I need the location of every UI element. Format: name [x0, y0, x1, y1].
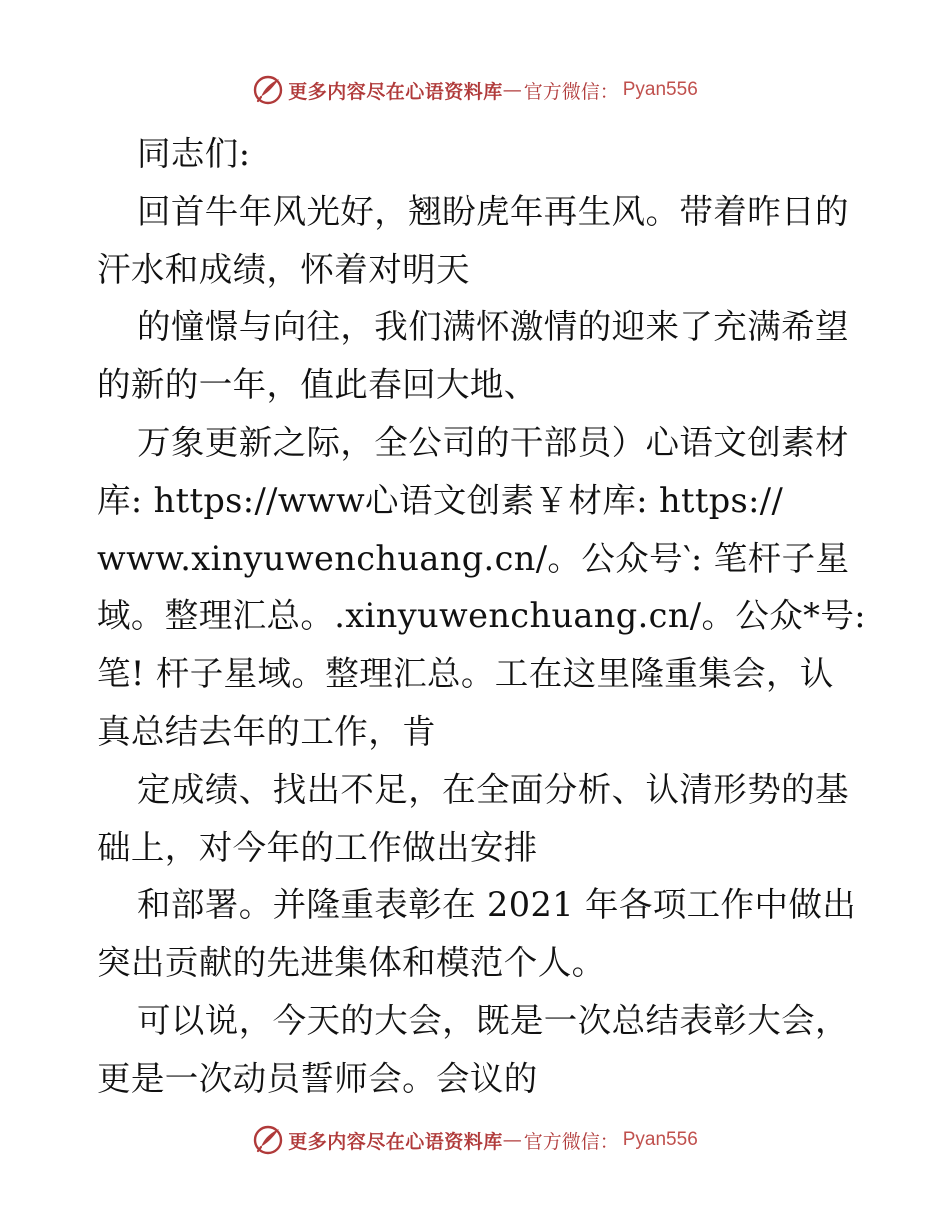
watermark-brand: 更多内容尽在心语资料库 — [288, 80, 503, 103]
text-line: www.xinyuwenchuang.cn/。公众号‵: 笔杆子星 — [97, 538, 850, 578]
quill-logo-icon — [252, 74, 284, 106]
text-line: 的新的一年，值此春回大地、 — [97, 365, 538, 405]
quill-logo-icon — [252, 1124, 284, 1156]
text-line: 万象更新之际，全公司的干部员）心语文创素材 — [137, 422, 849, 462]
document-body — [97, 125, 866, 1108]
text-line: 笔! 杆子星域。整理汇总。工在这里隆重集会，认 — [97, 654, 834, 694]
text-line: 真总结去年的工作，肯 — [97, 711, 436, 751]
text-line: 突出贡献的先进集体和模范个人。 — [97, 943, 606, 983]
text-line: 定成绩、找出不足，在全面分析、认清形势的基 — [137, 769, 849, 809]
text-line: 可以说，今天的大会，既是一次总结表彰大会， — [137, 1000, 849, 1040]
text-line: 库: https://www心语文创素￥材库: https:// — [97, 480, 784, 520]
watermark-official-label: 官方微信： — [523, 1130, 619, 1153]
watermark-official-label: 官方微信： — [523, 80, 619, 103]
watermark-brand: 更多内容尽在心语资料库 — [288, 1130, 503, 1153]
text-line: 更是一次动员誓师会。会议的 — [97, 1058, 538, 1098]
footer-watermark — [0, 1120, 950, 1160]
text-line: 域。整理汇总。.xinyuwenchuang.cn/。公众*号: — [97, 596, 866, 636]
text-line: 的憧憬与向往，我们满怀激情的迎来了充满希望 — [137, 307, 849, 347]
text-line: 础上，对今年的工作做出安排 — [97, 827, 538, 867]
text-line: 和部署。并隆重表彰在 2021 年各项工作中做出 — [137, 885, 857, 925]
watermark-wechat-id: Pyan556 — [622, 1129, 698, 1150]
watermark-dash: — — [502, 79, 522, 101]
text-line: 同志们: — [137, 134, 251, 173]
watermark-wechat-id: Pyan556 — [622, 79, 698, 100]
text-line: 回首牛年风光好，翘盼虎年再生风。带着昨日的 — [137, 191, 849, 231]
header-watermark — [0, 70, 950, 110]
watermark-dash: — — [502, 1129, 522, 1151]
text-line: 汗水和成绩，怀着对明天 — [97, 249, 470, 289]
